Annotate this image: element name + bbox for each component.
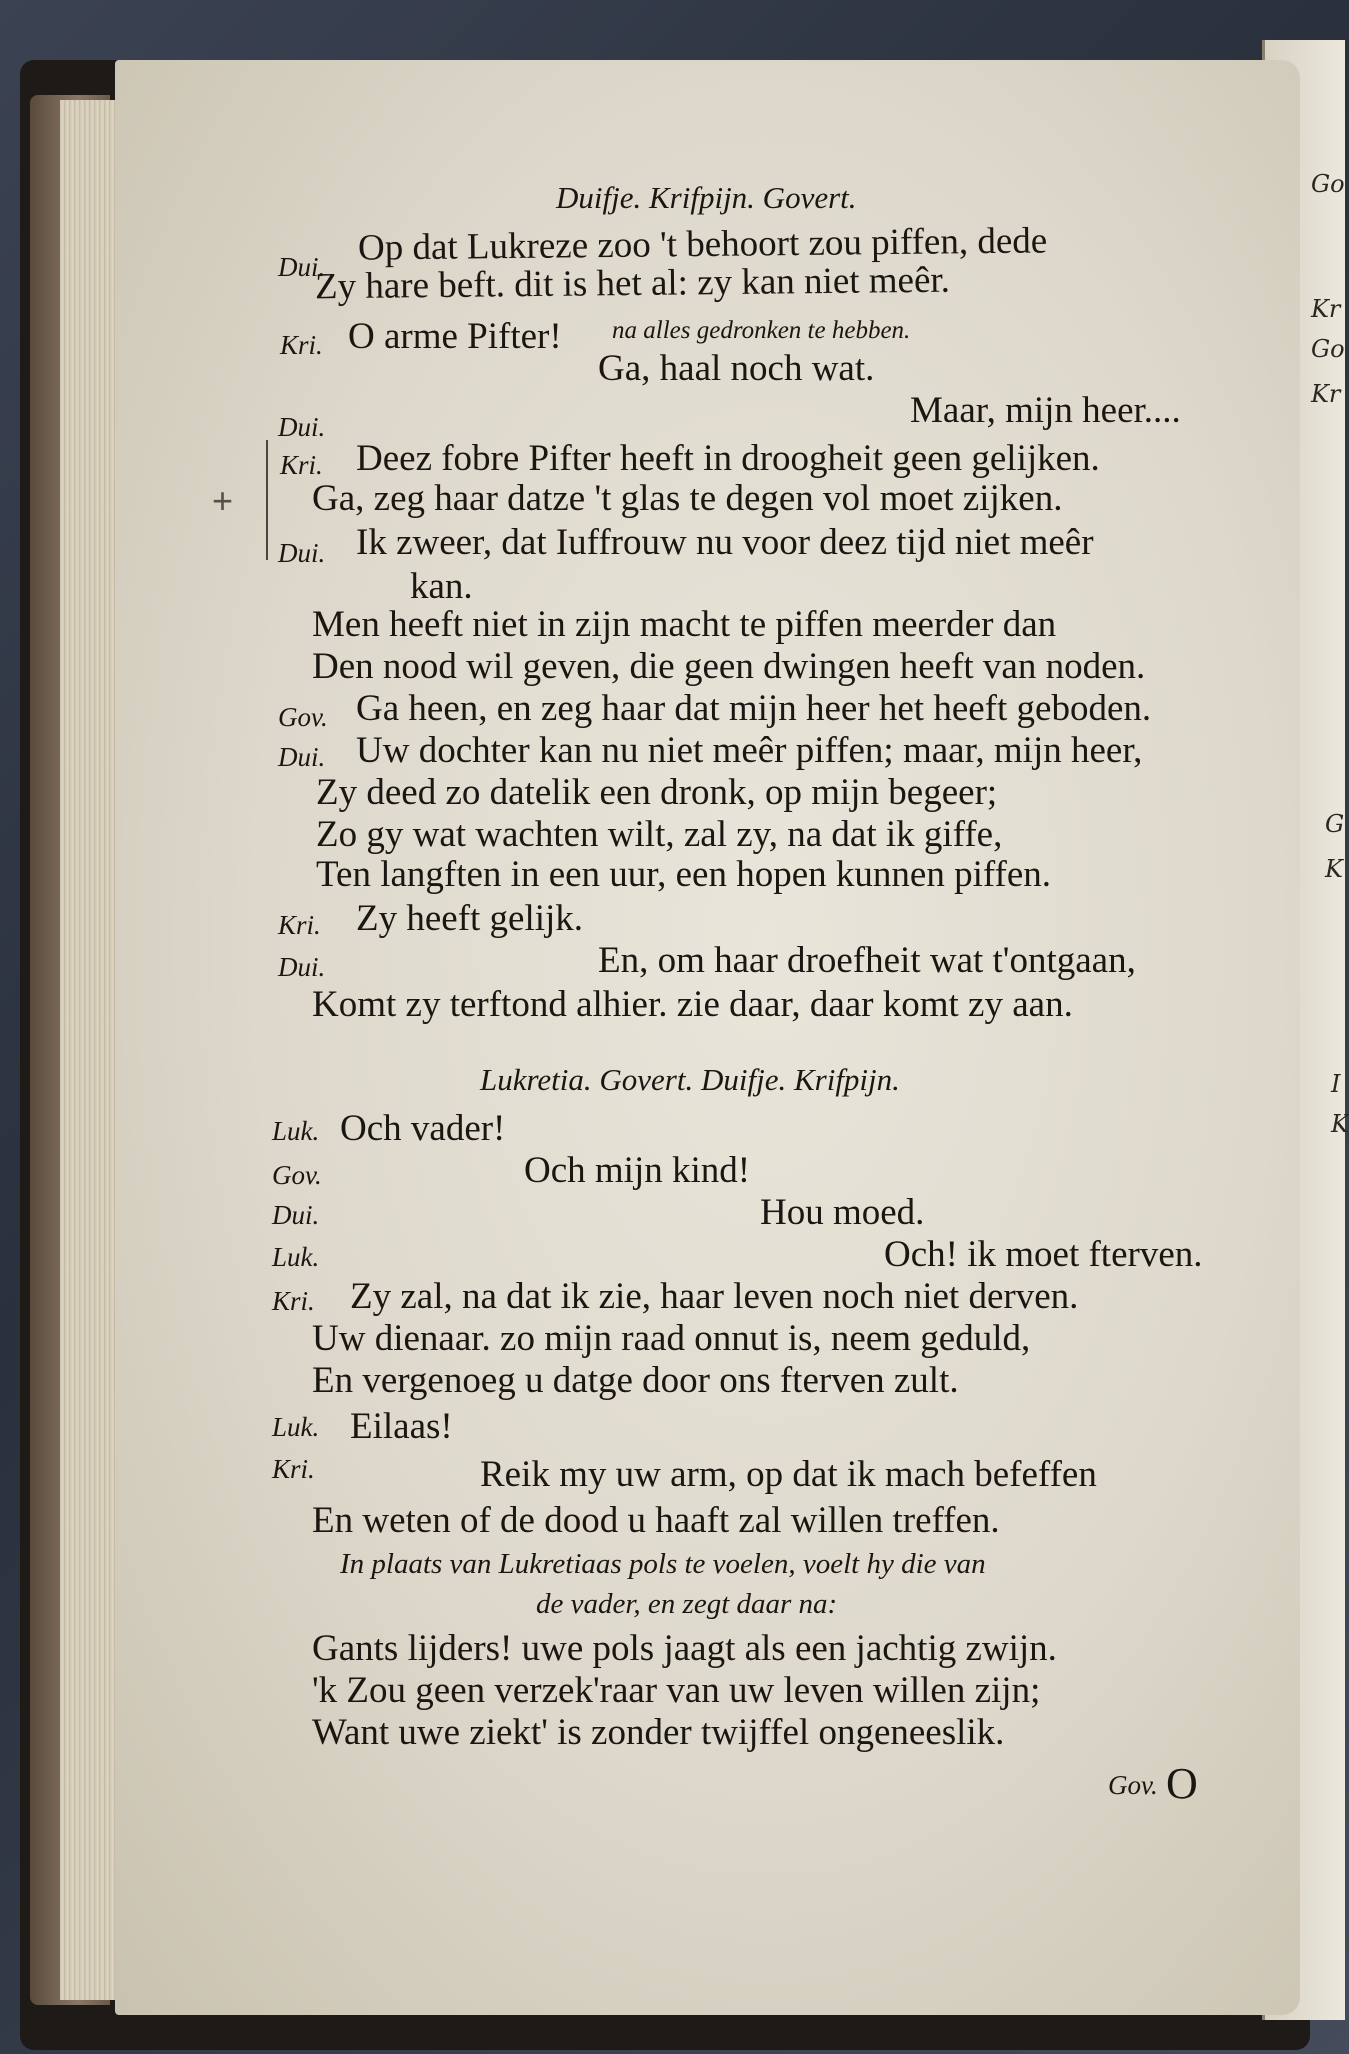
verse-line: Zy heeft gelijk.: [356, 898, 584, 939]
verse-line: Men heeft niet in zijn macht te piffen meerder dan: [312, 604, 1057, 645]
verse-line: Zy deed zo datelik een dronk, op mijn begeer;: [316, 772, 998, 813]
facing-page-fragment: Kr: [1311, 380, 1341, 408]
speaker-label: Luk.: [272, 1116, 320, 1146]
facing-page-fragment: I: [1331, 1070, 1341, 1098]
speaker-label: Kri.: [278, 910, 321, 940]
verse-line: Ga, haal noch wat.: [598, 348, 875, 389]
speaker-label: Dui.: [278, 538, 326, 568]
verse-line: Maar, mijn heer....: [910, 390, 1181, 431]
speaker-label: Dui.: [272, 1200, 320, 1230]
facing-page-fragment: Go: [1311, 335, 1345, 363]
verse-line: Hou moed.: [760, 1192, 925, 1233]
verse-line: O arme Pifter!: [348, 316, 562, 357]
verse-line: Zy zal, na dat ik zie, haar leven noch niet derven.: [350, 1276, 1079, 1317]
facing-page-fragment: Kr: [1311, 295, 1341, 323]
speaker-label: Kri.: [272, 1286, 315, 1316]
verse-line: Ten langften in een uur, een hopen kunnen piffen.: [316, 854, 1051, 895]
speaker-label: Gov.: [278, 702, 328, 732]
catchword: O: [1166, 1759, 1198, 1808]
verse-line: Op dat Lukreze zoo 't behoort zou piffen, dede: [357, 220, 1048, 269]
speaker-label: Gov.: [272, 1160, 322, 1190]
verse-line: Zo gy wat wachten wilt, zal zy, na dat ik giffe,: [316, 814, 1003, 855]
stage-direction: de vader, en zegt daar na:: [536, 1588, 838, 1620]
verse-line: Eilaas!: [350, 1406, 453, 1447]
verse-line: Zy hare beft. dit is het al: zy kan niet meêr.: [314, 259, 951, 308]
verse-line: Den nood wil geven, die geen dwingen heeft van noden.: [312, 646, 1146, 687]
verse-line: Uw dochter kan nu niet meêr piffen; maar, mijn heer,: [356, 730, 1143, 771]
verse-line: Ik zweer, dat Iuffrouw nu voor deez tijd niet meêr: [356, 522, 1094, 563]
verse-line: Och mijn kind!: [524, 1150, 751, 1191]
speaker-label: Luk.: [272, 1412, 320, 1442]
verse-line: Och! ik moet fterven.: [884, 1234, 1203, 1275]
verse-line: kan.: [410, 566, 473, 607]
stage-direction: In plaats van Lukretiaas pols te voelen, voelt hy die van: [340, 1548, 986, 1580]
speaker-label: Dui.: [278, 252, 326, 282]
verse-line: Gants lijders! uwe pols jaagt als een jachtig zwijn.: [312, 1628, 1057, 1669]
verse-line: Want uwe ziekt' is zonder twijffel ongeneeslik.: [312, 1712, 1005, 1753]
catchword-speaker: Gov.: [1108, 1770, 1158, 1800]
verse-line: 'k Zou geen verzek'raar van uw leven willen zijn;: [312, 1670, 1041, 1711]
speaker-label: Kri.: [280, 450, 323, 480]
speaker-label: Kri.: [272, 1454, 315, 1484]
verse-line: En weten of de dood u haaft zal willen treffen.: [312, 1500, 1000, 1541]
speaker-label: Dui.: [278, 952, 326, 982]
speaker-label: Luk.: [272, 1242, 320, 1272]
verse-line: Komt zy terftond alhier. zie daar, daar komt zy aan.: [312, 984, 1073, 1025]
speaker-label: Kri.: [280, 330, 323, 360]
margin-note: +: [212, 480, 234, 521]
verse-line: Ga heen, en zeg haar dat mijn heer het heeft geboden.: [356, 688, 1152, 729]
scene-heading: Lukretia. Govert. Duifje. Krifpijn.: [480, 1062, 900, 1097]
facing-page-fragment: Go: [1311, 170, 1345, 198]
facing-page-fragment: K: [1331, 1110, 1349, 1138]
speaker-label: Dui.: [278, 742, 326, 772]
speaker-label: Dui.: [278, 412, 326, 442]
verse-line: Och vader!: [340, 1108, 506, 1149]
verse-line: En, om haar droefheit wat t'ontgaan,: [598, 940, 1136, 981]
verse-line: Uw dienaar. zo mijn raad onnut is, neem geduld,: [312, 1318, 1031, 1359]
stage-direction-inline: na alles gedronken te hebben.: [612, 317, 911, 344]
facing-page-fragment: G: [1325, 810, 1345, 838]
facing-page-fragment: K: [1325, 855, 1343, 883]
verse-line: Ga, zeg haar datze 't glas te degen vol moet zijken.: [312, 478, 1063, 519]
verse-line: Reik my uw arm, op dat ik mach befeffen: [480, 1454, 1097, 1495]
running-head: Duifje. Krifpijn. Govert.: [556, 180, 857, 215]
verse-line: Deez fobre Pifter heeft in droogheit geen gelijken.: [356, 438, 1100, 479]
margin-mark: [266, 440, 268, 560]
verse-line: En vergenoeg u datge door ons fterven zult.: [312, 1360, 959, 1401]
